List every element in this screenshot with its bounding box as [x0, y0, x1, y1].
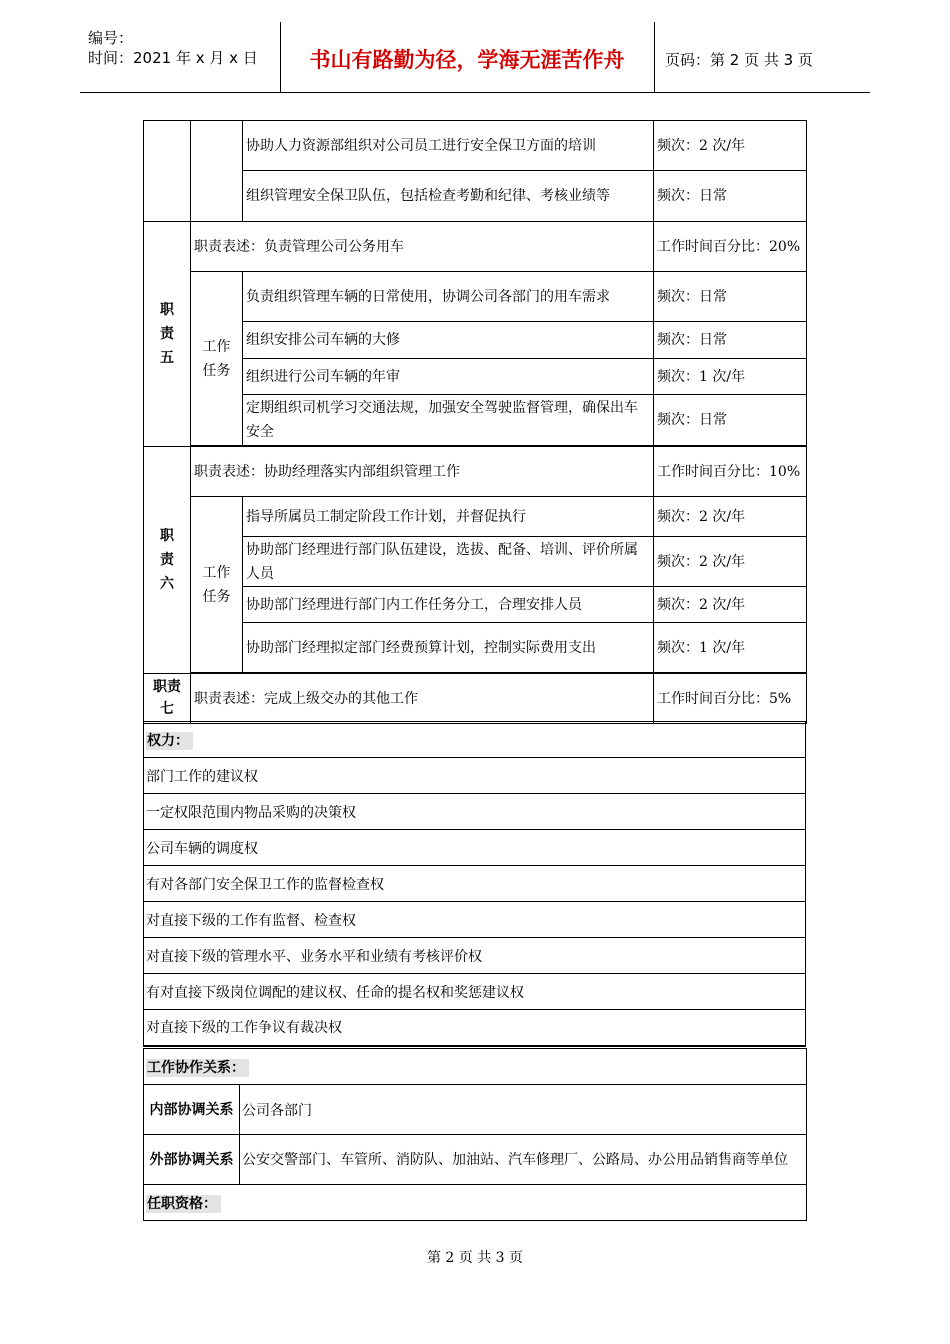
task-text: 协助部门经理进行部门内工作任务分工，合理安排人员 [243, 587, 654, 623]
authority-item: 对直接下级的工作争议有裁决权 [144, 1010, 806, 1046]
task-row [144, 121, 807, 171]
authority-item: 有对直接下级岗位调配的建议权、任命的提名权和奖惩建议权 [144, 974, 806, 1010]
task-text: 组织管理安全保卫队伍，包括检查考勤和纪律、考核业绩等 [243, 171, 654, 222]
duty-desc-row [144, 222, 807, 272]
qualification-title: 任职资格： [144, 1185, 807, 1221]
duty7-percent: 工作时间百分比：5% [654, 674, 807, 724]
task-frequency: 频次：2 次/年 [654, 121, 807, 171]
task-frequency: 频次：2 次/年 [654, 497, 807, 537]
task-frequency: 频次：日常 [654, 171, 807, 222]
number-label: 编号： [88, 29, 134, 47]
header-divider [654, 22, 655, 92]
external-relations-label: 外部协调关系 [144, 1135, 240, 1185]
external-relations-value: 公安交警部门、车管所、消防队、加油站、汽车修理厂、公路局、办公用品销售商等单位 [240, 1135, 807, 1185]
task-text: 协助部门经理进行部门队伍建设，选拔、配备、培训、评价所属人员 [243, 537, 654, 587]
task-text: 负责组织管理车辆的日常使用，协调公司各部门的用车需求 [243, 272, 654, 322]
authority-item: 一定权限范围内物品采购的决策权 [144, 794, 806, 830]
task-text: 组织进行公司车辆的年审 [243, 359, 654, 395]
authority-item: 对直接下级的工作有监督、检查权 [144, 902, 806, 938]
page-header [80, 22, 870, 93]
duty5-percent: 工作时间百分比：20% [654, 222, 807, 272]
duties-table [143, 120, 807, 724]
task-frequency: 频次：2 次/年 [654, 537, 807, 587]
relations-table [143, 1048, 807, 1221]
time-label: 时间：2021 年 x 月 x 日 [88, 49, 258, 67]
task-text: 定期组织司机学习交通法规，加强安全驾驶监督管理，确保出车安全 [243, 395, 654, 446]
page-number-label: 页码：第 2 页 共 3 页 [665, 51, 813, 69]
authority-item: 对直接下级的管理水平、业务水平和业绩有考核评价权 [144, 938, 806, 974]
duty6-percent: 工作时间百分比：10% [654, 447, 807, 497]
task-frequency: 频次：1 次/年 [654, 359, 807, 395]
task-frequency: 频次：日常 [654, 272, 807, 322]
task-text: 协助部门经理拟定部门经费预算计划，控制实际费用支出 [243, 623, 654, 673]
task-text: 指导所属员工制定阶段工作计划，并督促执行 [243, 497, 654, 537]
authority-item: 公司车辆的调度权 [144, 830, 806, 866]
task-row [144, 359, 807, 395]
duty7-description: 职责表述：完成上级交办的其他工作 [191, 674, 654, 724]
task-frequency: 频次：1 次/年 [654, 623, 807, 673]
task-row [144, 322, 807, 359]
task-row [144, 537, 807, 587]
authority-item: 部门工作的建议权 [144, 758, 806, 794]
task-text: 协助人力资源部组织对公司员工进行安全保卫方面的培训 [243, 121, 654, 171]
task-frequency: 频次：2 次/年 [654, 587, 807, 623]
duty5-label: 职责五 [144, 222, 191, 447]
relations-title: 工作协作关系： [144, 1049, 807, 1085]
task-text: 组织安排公司车辆的大修 [243, 322, 654, 359]
authority-title: 权力： [144, 722, 806, 758]
duty-label-cell [144, 121, 191, 222]
task-row [144, 497, 807, 537]
task-row [144, 587, 807, 623]
header-motto: 书山有路勤为径，学海无涯苦作舟 [309, 48, 625, 72]
task-frequency: 频次：日常 [654, 395, 807, 446]
duty5-description: 职责表述：负责管理公司公务用车 [191, 222, 654, 272]
task-frequency: 频次：日常 [654, 322, 807, 359]
internal-relations-label: 内部协调关系 [144, 1085, 240, 1135]
authority-table [143, 721, 806, 1047]
duty-desc-row [144, 674, 807, 724]
duty7-label: 职责七 [144, 674, 191, 724]
task-row [144, 623, 807, 673]
header-meta [88, 28, 258, 68]
duty6-task-label: 工作任务 [191, 497, 243, 673]
authority-item: 有对各部门安全保卫工作的监督检查权 [144, 866, 806, 902]
duty-desc-row [144, 447, 807, 497]
task-row [144, 272, 807, 322]
duty6-label: 职责六 [144, 447, 191, 674]
task-row [144, 171, 807, 222]
page-footer: 第 2 页 共 3 页 [426, 1250, 524, 1266]
duty6-description: 职责表述：协助经理落实内部组织管理工作 [191, 447, 654, 497]
internal-relations-value: 公司各部门 [240, 1085, 807, 1135]
task-label-cell [191, 121, 243, 222]
duty5-task-label: 工作任务 [191, 272, 243, 446]
task-row [144, 395, 807, 446]
